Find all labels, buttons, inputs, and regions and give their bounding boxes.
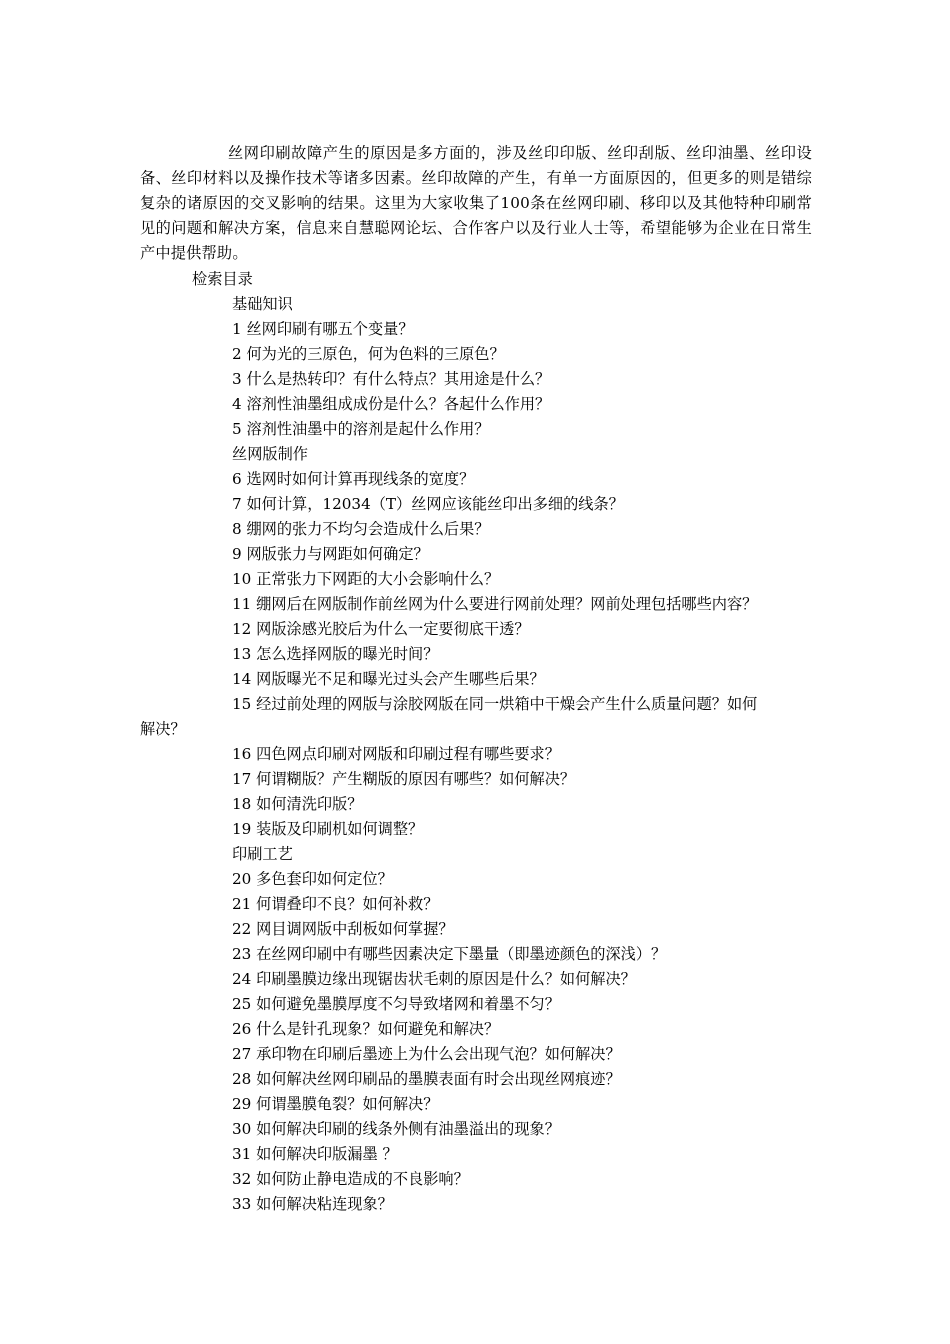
toc-item: 3 什么是热转印？有什么特点？其用途是什么？ xyxy=(232,370,551,388)
toc-item: 18 如何清洗印版？ xyxy=(232,795,363,813)
toc-item: 1 丝网印刷有哪五个变量？ xyxy=(232,320,414,338)
toc-item: 25 如何避免墨膜厚度不匀导致堵网和着墨不匀？ xyxy=(232,995,560,1013)
toc-item-continuation: 解决？ xyxy=(140,720,186,738)
toc-title: 检索目录 xyxy=(192,270,253,288)
toc-item: 29 何谓墨膜龟裂？如何解决？ xyxy=(232,1095,439,1113)
toc-section-heading: 丝网版制作 xyxy=(232,445,308,463)
toc-item: 14 网版曝光不足和曝光过头会产生哪些后果？ xyxy=(232,670,545,688)
toc-item: 6 选网时如何计算再现线条的宽度？ xyxy=(232,470,475,488)
toc-item: 19 装版及印刷机如何调整？ xyxy=(232,820,424,838)
toc-item: 9 网版张力与网距如何确定？ xyxy=(232,545,429,563)
toc-item: 8 绷网的张力不均匀会造成什么后果？ xyxy=(232,520,490,538)
toc-item: 17 何谓糊版？产生糊版的原因有哪些？如何解决？ xyxy=(232,770,576,788)
toc-item xyxy=(140,692,812,742)
toc-item: 30 如何解决印刷的线条外侧有油墨溢出的现象？ xyxy=(232,1120,560,1138)
toc-section-heading: 印刷工艺 xyxy=(232,845,293,863)
toc-item-text: 15 经过前处理的网版与涂胶网版在同一烘箱中干燥会产生什么质量问题？如何 xyxy=(232,695,758,713)
toc-item: 16 四色网点印刷对网版和印刷过程有哪些要求？ xyxy=(232,745,560,763)
toc-item: 12 网版涂感光胶后为什么一定要彻底干透？ xyxy=(232,620,530,638)
toc-item: 10 正常张力下网距的大小会影响什么？ xyxy=(232,570,500,588)
toc-item: 2 何为光的三原色，何为色料的三原色？ xyxy=(232,345,505,363)
toc-item: 24 印刷墨膜边缘出现锯齿状毛刺的原因是什么？如何解决？ xyxy=(232,970,636,988)
toc-item: 11 绷网后在网版制作前丝网为什么要进行网前处理？网前处理包括哪些内容？ xyxy=(232,595,758,613)
intro-paragraph: 丝网印刷故障产生的原因是多方面的，涉及丝印印版、丝印刮版、丝印油墨、丝印设备、丝印材料以及操作技术等诸多因素。丝印故障的产生，有单一方面原因的，但更多的则是错综复杂的诸原因的交叉影响的结果。这里为大家收集了100条在丝网印刷、移印以及其他特种印刷常见的问题和解决方案，信息来自慧聪网论坛、合作客户以及行业人士等，希望能够为企业在日常生产中提供帮助。 xyxy=(140,144,812,262)
toc-item: 13 怎么选择网版的曝光时间？ xyxy=(232,645,439,663)
toc-item: 32 如何防止静电造成的不良影响？ xyxy=(232,1170,469,1188)
toc-item: 22 网目调网版中刮板如何掌握？ xyxy=(232,920,454,938)
toc-item: 5 溶剂性油墨中的溶剂是起什么作用？ xyxy=(232,420,490,438)
toc-list xyxy=(140,292,812,1217)
toc-item: 21 何谓叠印不良？如何补救？ xyxy=(232,895,439,913)
toc-section-heading: 基础知识 xyxy=(232,295,293,313)
toc-item: 33 如何解决粘连现象？ xyxy=(232,1195,393,1213)
toc-item: 23 在丝网印刷中有哪些因素决定下墨量（即墨迹颜色的深浅）？ xyxy=(232,945,667,963)
toc-item: 26 什么是针孔现象？如何避免和解决？ xyxy=(232,1020,500,1038)
toc-item: 20 多色套印如何定位？ xyxy=(232,870,393,888)
toc-item: 4 溶剂性油墨组成成份是什么？各起什么作用？ xyxy=(232,395,551,413)
toc-item: 27 承印物在印刷后墨迹上为什么会出现气泡？如何解决？ xyxy=(232,1045,621,1063)
toc-item: 7 如何计算，12034（T）丝网应该能丝印出多细的线条？ xyxy=(232,495,624,513)
toc-item: 31 如何解决印版漏墨 ？ xyxy=(232,1145,398,1163)
toc-item: 28 如何解决丝网印刷品的墨膜表面有时会出现丝网痕迹？ xyxy=(232,1070,621,1088)
